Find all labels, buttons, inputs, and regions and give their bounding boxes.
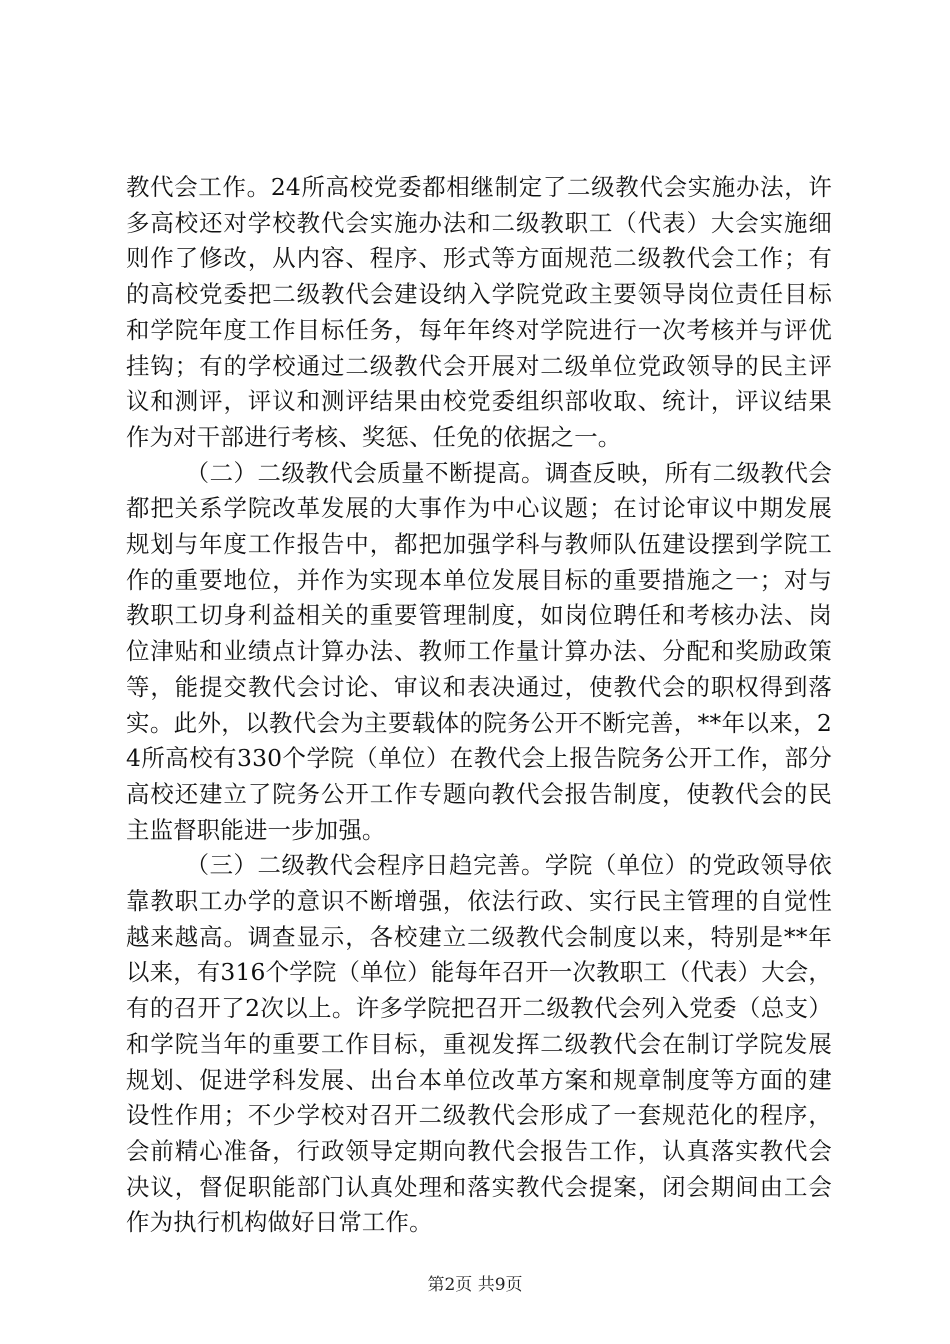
paragraph-continuation: 教代会工作。24所高校党委都相继制定了二级教代会实施办法，许多高校还对学校教代会实施办法和二级教职工（代表）大会实施细则作了修改，从内容、程序、形式等方面规范二级教代会工作；有的高校党委把二级教代会建设纳入学院党政主要领导岗位责任目标和学院年度工作目标任务，每年年终对学院进行一次考核并与评优挂钩；有的学校通过二级教代会开展对二级单位党政领导的民主评议和测评，评议和测评结果由校党委组织部收取、统计，评议结果作为对干部进行考核、奖惩、任免的依据之一。 (126, 173, 832, 451)
page-number-footer: 第2页 共9页 (427, 1275, 523, 1295)
paragraph-section-2: （二）二级教代会质量不断提高。调查反映，所有二级教代会都把关系学院改革发展的大事作为中心议题；在讨论审议中期发展规划与年度工作报告中，都把加强学科与教师队伍建设摆到学院工作的重要地位，并作为实现本单位发展目标的重要措施之一；对与教职工切身利益相关的重要管理制度，如岗位聘任和考核办法、岗位津贴和业绩点计算办法、教师工作量计算办法、分配和奖励政策等，能提交教代会讨论、审议和表决通过，使教代会的职权得到落实。此外，以教代会为主要载体的院务公开不断完善，**年以来，24所高校有330个学院（单位）在教代会上报告院务公开工作，部分高校还建立了院务公开工作专题向教代会报告制度，使教代会的民主监督职能进一步加强。 (126, 458, 832, 844)
paragraph-section-3: （三）二级教代会程序日趋完善。学院（单位）的党政领导依靠教职工办学的意识不断增强，依法行政、实行民主管理的自觉性越来越高。调查显示，各校建立二级教代会制度以来，特别是**年以来，有316个学院（单位）能每年召开一次教职工（代表）大会，有的召开了2次以上。许多学院把召开二级教代会列入党委（总支）和学院当年的重要工作目标，重视发挥二级教代会在制订学院发展规划、促进学科发展、出台本单位改革方案和规章制度等方面的建设性作用；不少学校对召开二级教代会形成了一套规范化的程序，会前精心准备，行政领导定期向教代会报告工作，认真落实教代会决议，督促职能部门认真处理和落实教代会提案，闭会期间由工会作为执行机构做好日常工作。 (126, 851, 832, 1237)
document-body (126, 170, 832, 1241)
